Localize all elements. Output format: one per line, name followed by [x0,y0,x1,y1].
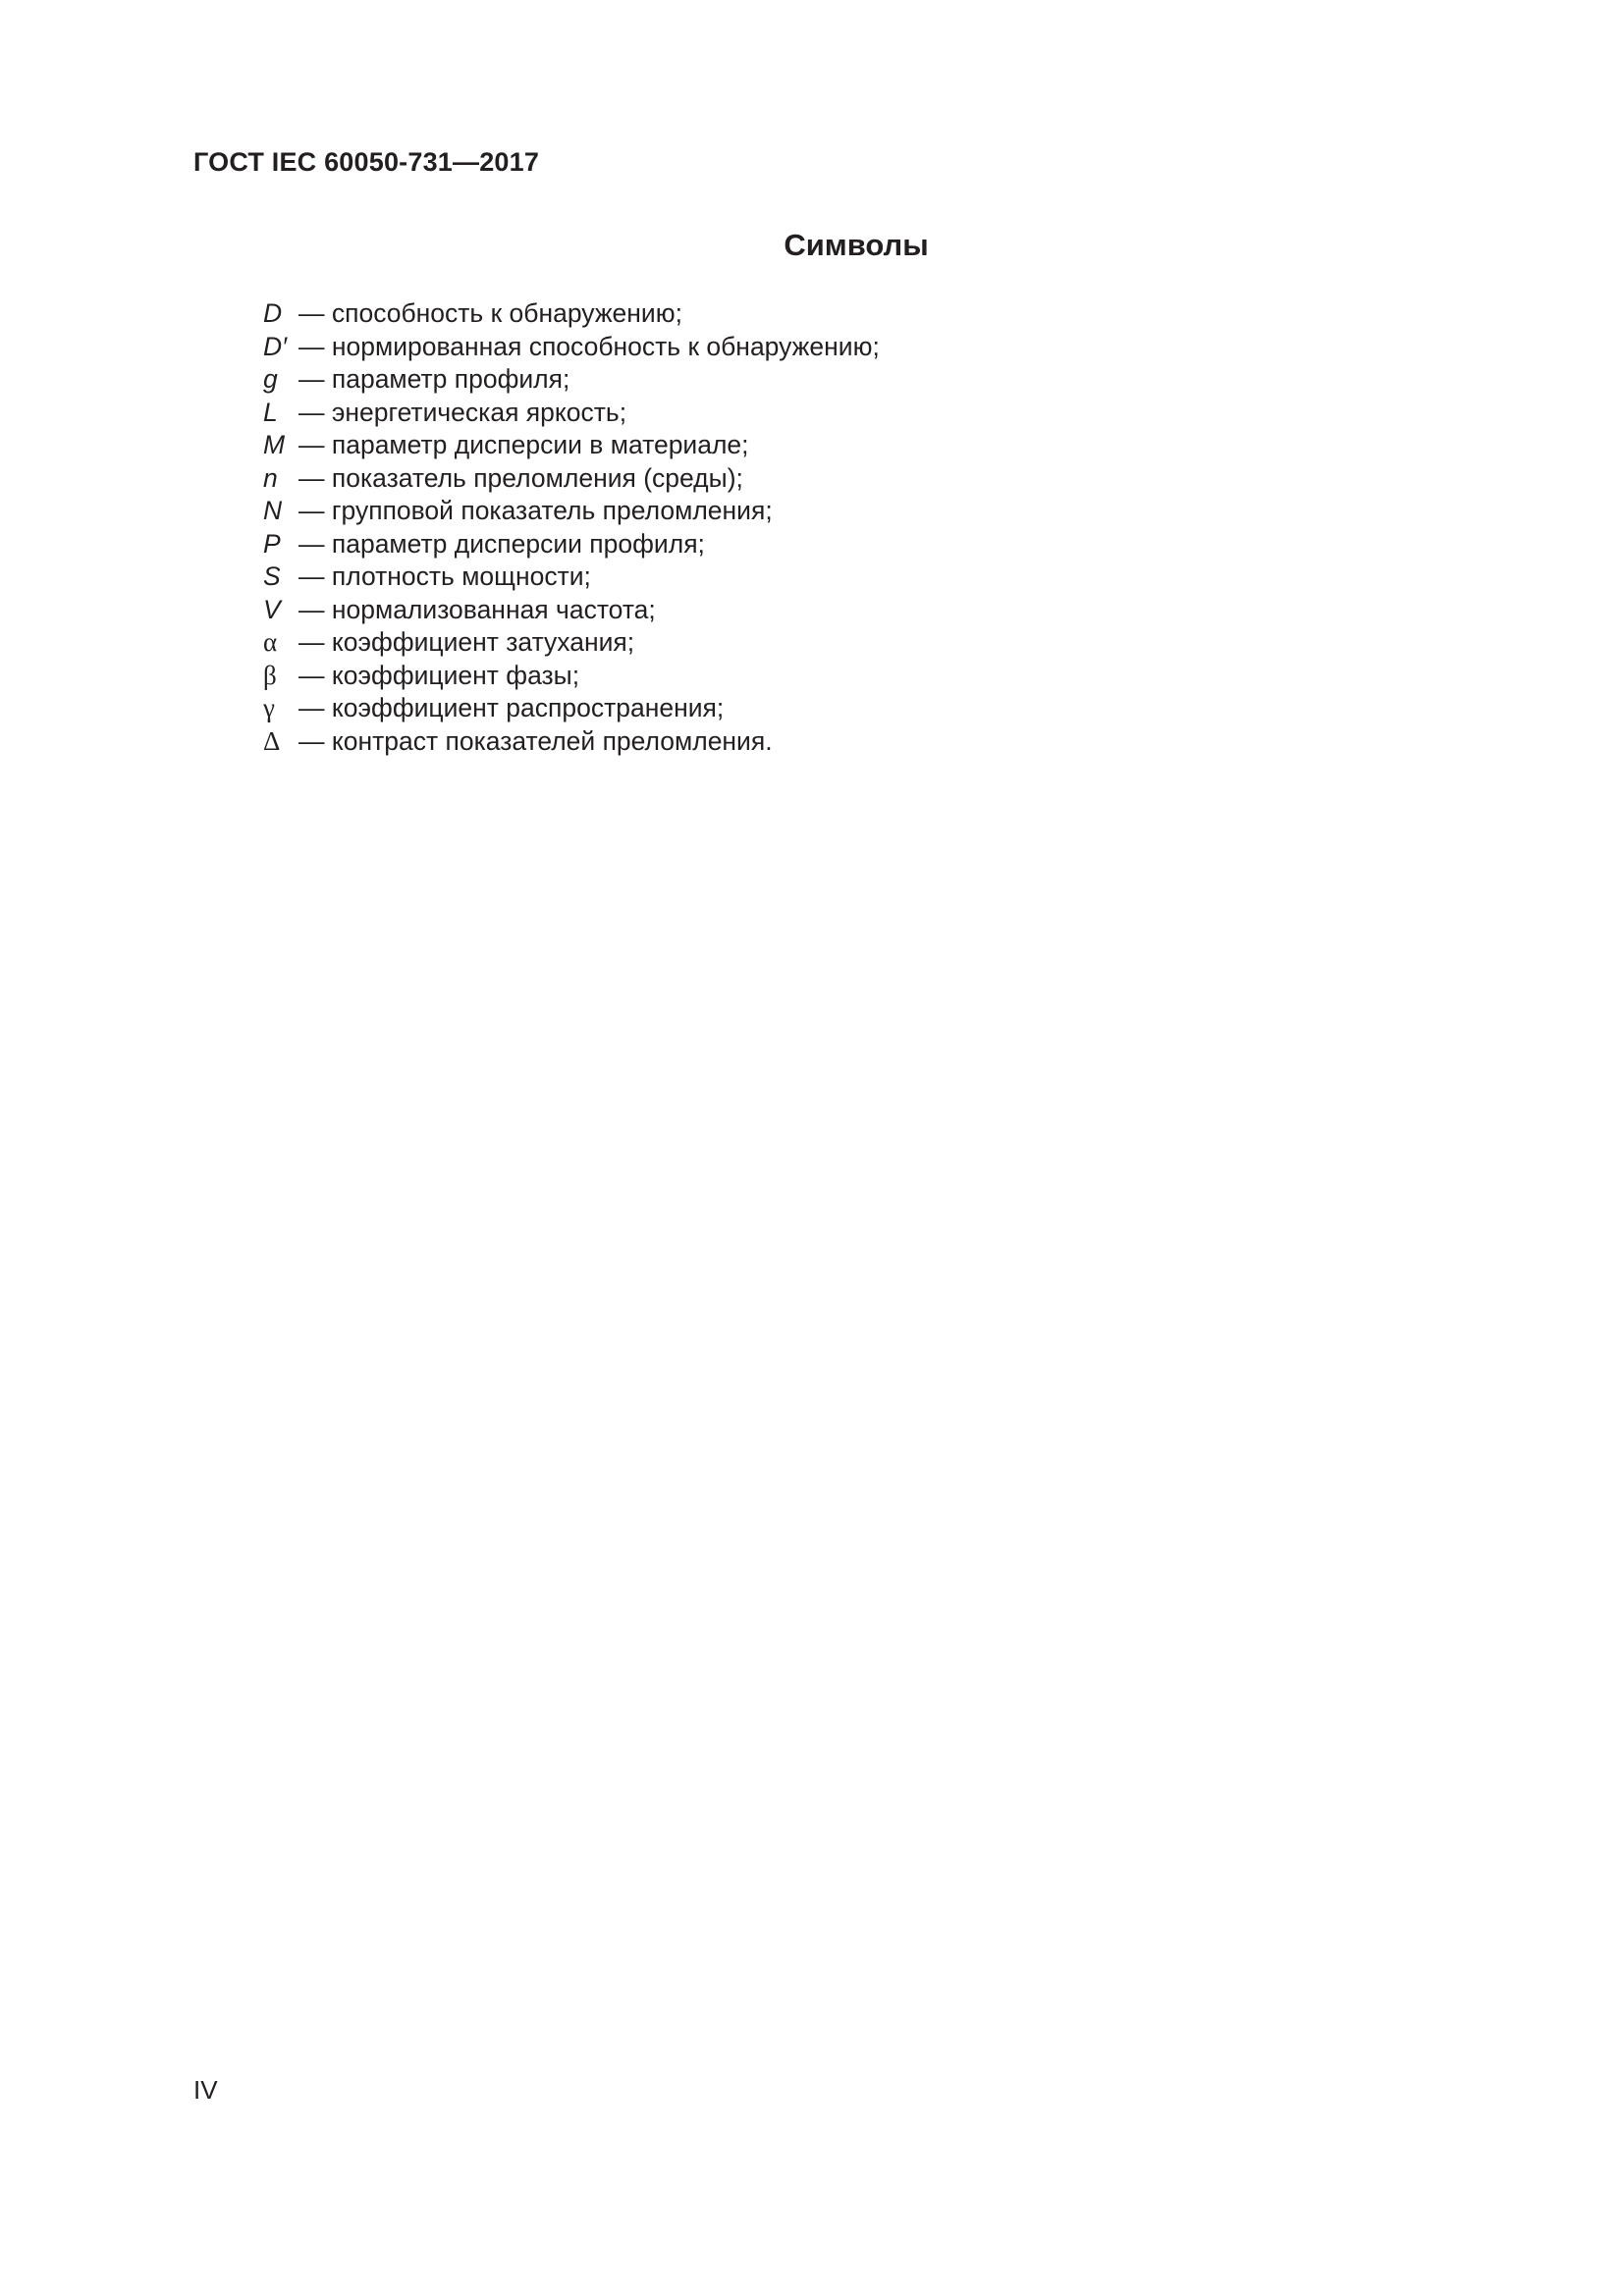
symbol-term: N [263,496,283,525]
symbol-definition: — контраст показателей преломления. [298,725,773,756]
symbol-row [263,364,880,398]
symbol-term: L [263,397,278,427]
symbol-term: D′ [263,331,288,361]
symbol-row [263,693,880,726]
symbol-row [263,595,880,628]
symbol-term: β [263,660,277,690]
symbol-definition: — параметр профиля; [298,364,570,394]
symbol-term: M [263,430,286,459]
symbol-term: γ [263,693,275,722]
symbol-row [263,496,880,529]
symbol-definition: — показатель преломления (среды); [298,462,743,493]
symbol-row [263,627,880,661]
symbol-definition: — коэффициент затухания; [298,627,635,657]
symbol-definition: — нормализованная частота; [298,594,656,624]
symbol-definition: — способность к обнаружению; [298,298,682,328]
page-number: IV [193,2075,218,2105]
symbol-row [263,298,880,332]
symbol-definition: — параметр дисперсии в материале; [298,430,749,459]
symbol-definition: — параметр дисперсии профиля; [298,528,705,559]
symbol-row [263,398,880,431]
section-title: Символы [784,228,929,262]
symbol-term: V [263,594,281,624]
symbol-term: S [263,561,281,591]
symbol-row [263,529,880,562]
symbol-term: D [263,298,283,328]
symbol-definition: — плотность мощности; [298,561,591,591]
symbol-definition: — групповой показатель преломления; [298,496,773,525]
document-header: ГОСТ IEC 60050-731—2017 [193,147,540,177]
symbols-list [263,298,880,759]
symbol-term: n [263,462,278,493]
symbol-row [263,430,880,463]
symbol-row [263,661,880,694]
symbol-term: Δ [263,725,281,756]
symbol-definition: — коэффициент распространения; [298,693,725,722]
symbol-term: α [263,627,278,657]
symbol-definition: — энергетическая яркость; [298,397,627,427]
symbol-definition: — коэффициент фазы; [298,660,580,690]
symbol-row [263,332,880,365]
symbol-definition: — нормированная способность к обнаружению; [298,331,880,361]
symbol-row [263,726,880,760]
symbol-term: P [263,528,281,559]
symbol-row [263,463,880,497]
symbol-row [263,561,880,595]
symbol-term: g [263,364,278,394]
